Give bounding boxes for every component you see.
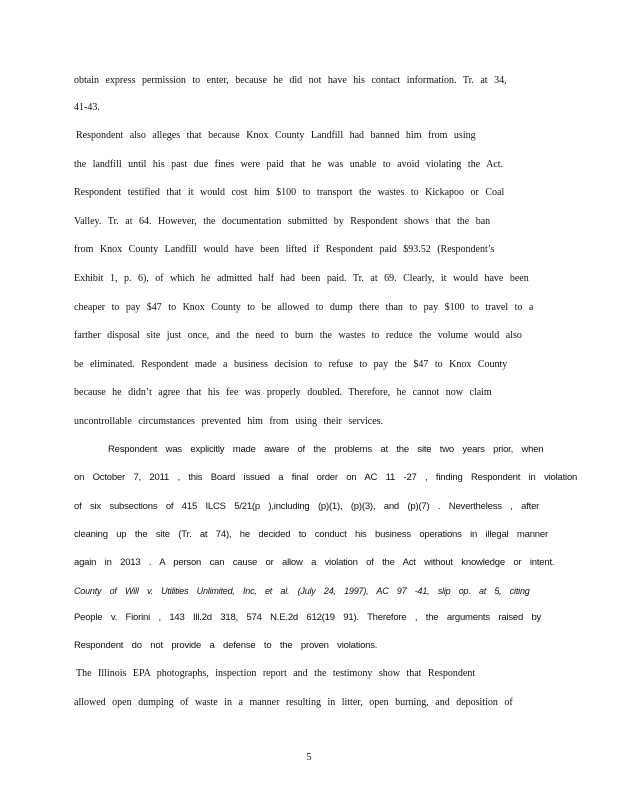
text-line: cheaper to pay $47 to Knox County to be allowed to dump there than to pay $100 to travel to a <box>74 302 534 313</box>
text-line: cleaning up the site (Tr. at 74), he decided to conduct his business operations in illegal manner <box>74 529 548 540</box>
text-line: Respondent was explicitly made aware of the problems at the site two years prior, when <box>108 444 544 455</box>
text-line: Respondent do not provide a defense to the proven violations. <box>74 640 378 651</box>
text-line: because he didn’t agree that his fee was properly doubled. Therefore, he cannot now claim <box>74 387 492 398</box>
text-line: the landfill until his past due fines were paid that he was unable to avoid violating the Act. <box>74 159 504 170</box>
text-line: People v. Fiorini , 143 Ill.2d 318, 574 N.E.2d 612(19 91). Therefore , the arguments raised by <box>74 612 542 623</box>
text-line: Valley. Tr. at 64. However, the documentation submitted by Respondent shows that the ban <box>74 216 491 227</box>
text-line: allowed open dumping of waste in a manner resulting in litter, open burning, and deposition of <box>74 697 513 708</box>
text-line: The Illinois EPA photographs, inspection report and the testimony show that Respondent <box>76 668 476 679</box>
text-line: be eliminated. Respondent made a business decision to refuse to pay the $47 to Knox County <box>74 359 508 370</box>
text-line: Exhibit 1, p. 6), of which he admitted half had been paid. Tr. at 69. Clearly, it would have been <box>74 273 529 284</box>
text-line: Respondent testified that it would cost him $100 to transport the wastes to Kickapoo or Coal <box>74 187 505 198</box>
text-line: of six subsections of 415 ILCS 5/21(p ),including (p)(1), (p)(3), and (p)(7) . Nevertheless , after <box>74 501 540 512</box>
case-citation-line: County of Will v. Utilities Unlimited, Inc, et al. (July 24, 1997), AC 97 -41, slip op. at 5, citing <box>74 586 530 596</box>
text-line: uncontrollable circumstances prevented him from using their services. <box>74 416 384 427</box>
text-line: obtain express permission to enter, because he did not have his contact information. Tr. at 34, <box>74 75 507 86</box>
page-number: 5 <box>306 752 312 763</box>
text-line: Respondent also alleges that because Knox County Landfill had banned him from using <box>76 130 476 141</box>
text-line: again in 2013 . A person can cause or allow a violation of the Act without knowledge or intent. <box>74 557 555 568</box>
text-line: farther disposal site just once, and the need to burn the wastes to reduce the volume would also <box>74 330 522 341</box>
text-line: from Knox County Landfill would have been lifted if Respondent paid $93.52 (Respondent’s <box>74 244 495 255</box>
text-line: 41-43. <box>74 102 100 113</box>
text-line: on October 7, 2011 , this Board issued a final order on AC 11 -27 , finding Respondent in violation <box>74 472 578 483</box>
